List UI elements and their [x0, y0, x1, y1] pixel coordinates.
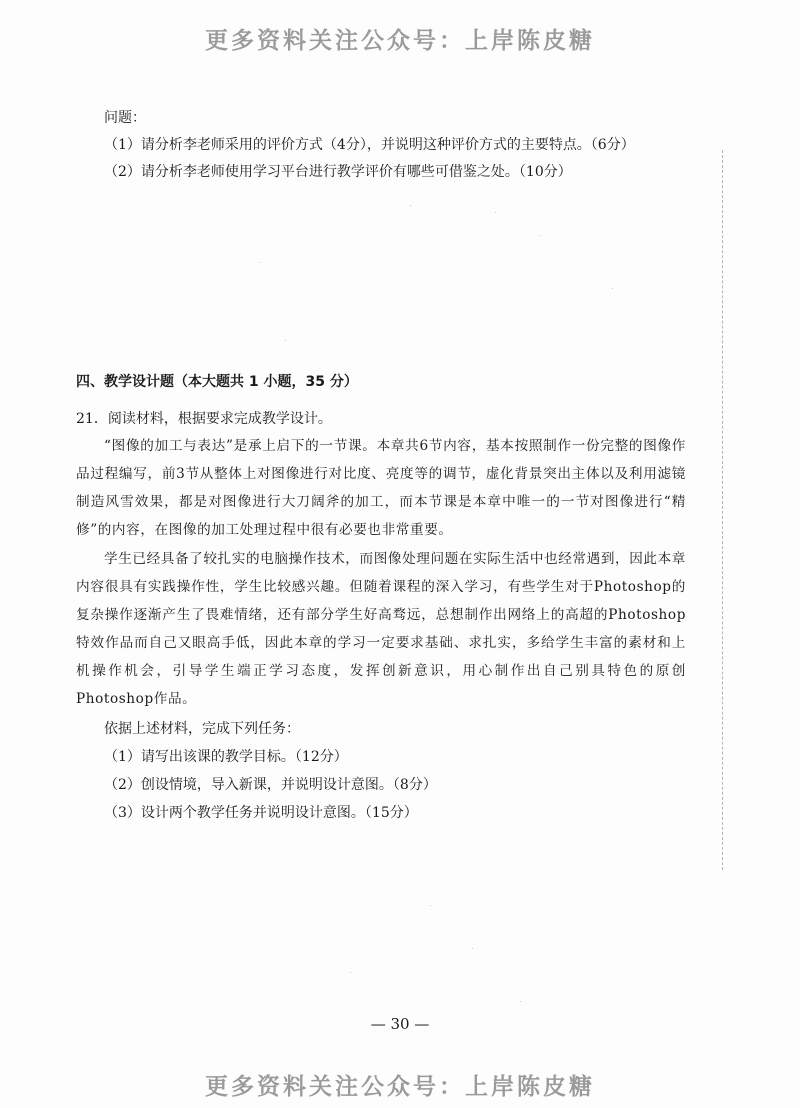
scan-speck	[410, 205, 411, 206]
margin-rule	[722, 150, 723, 870]
section-title: 四、教学设计题（本大题共 1 小题，35 分）	[76, 374, 358, 390]
material-paragraph-1: “图像的加工与表达”是承上启下的一节课。本章共6节内容，基本按照制作一份完整的图像作品过程编写，前3节从整体上对图像进行对比度、亮度等的调节，虚化背景突出主体以及利用滤镜制造风雪效果，都是对图像进行大刀阔斧的加工，而本节课是本章中唯一的一节对图像进行“精修”的内容，在图像的加工处理过程中很有必要也非常重要。	[76, 438, 686, 538]
task-item-2: （2）创设情境，导入新课，并说明设计意图。（8分）	[104, 777, 437, 793]
scan-speck	[350, 972, 351, 973]
task-intro: 依据上述材料，完成下列任务：	[104, 721, 300, 737]
question-item-1: （1）请分析李老师采用的评价方式（4分），并说明这种评价方式的主要特点。（6分）	[104, 137, 635, 153]
material-paragraph-2: 学生已经具备了较扎实的电脑操作技术，而图像处理问题在实际生活中也经常遇到，因此本章内容很具有实践操作性，学生比较感兴趣。但随着课程的深入学习，有些学生对于Photoshop的复杂操作逐渐产生了畏难情绪，还有部分学生好高骛远，总想制作出网络上的高超的Photoshop特效作品而自己又眼高手低，因此本章的学习一定要求基础、求扎实，多给学生丰富的素材和上机操作机会，引导学生端正学习态度，发挥创新意识，用心制作出自己别具特色的原创Photoshop作品。	[76, 551, 686, 707]
scan-speck	[495, 212, 496, 213]
task-item-1: （1）请写出该课的教学目标。（12分）	[104, 749, 348, 765]
watermark-bottom: 更多资料关注公众号：上岸陈皮糖	[205, 1074, 595, 1100]
question-21-stem: 21．阅读材料，根据要求完成教学设计。	[76, 411, 332, 427]
scan-speck	[472, 948, 473, 949]
question-heading: 问题：	[104, 110, 146, 126]
scan-speck	[612, 288, 613, 289]
scan-speck	[520, 1001, 521, 1002]
scan-speck	[260, 262, 261, 263]
scan-speck	[285, 340, 286, 341]
task-item-3: （3）设计两个教学任务并说明设计意图。（15分）	[104, 805, 418, 821]
scan-speck	[430, 905, 431, 906]
scan-speck	[540, 235, 541, 236]
page-number: — 30 —	[370, 1015, 430, 1033]
question-item-2: （2）请分析李老师使用学习平台进行教学评价有哪些可借鉴之处。（10分）	[104, 164, 572, 180]
watermark-top: 更多资料关注公众号：上岸陈皮糖	[205, 28, 595, 54]
task-list	[104, 715, 437, 827]
